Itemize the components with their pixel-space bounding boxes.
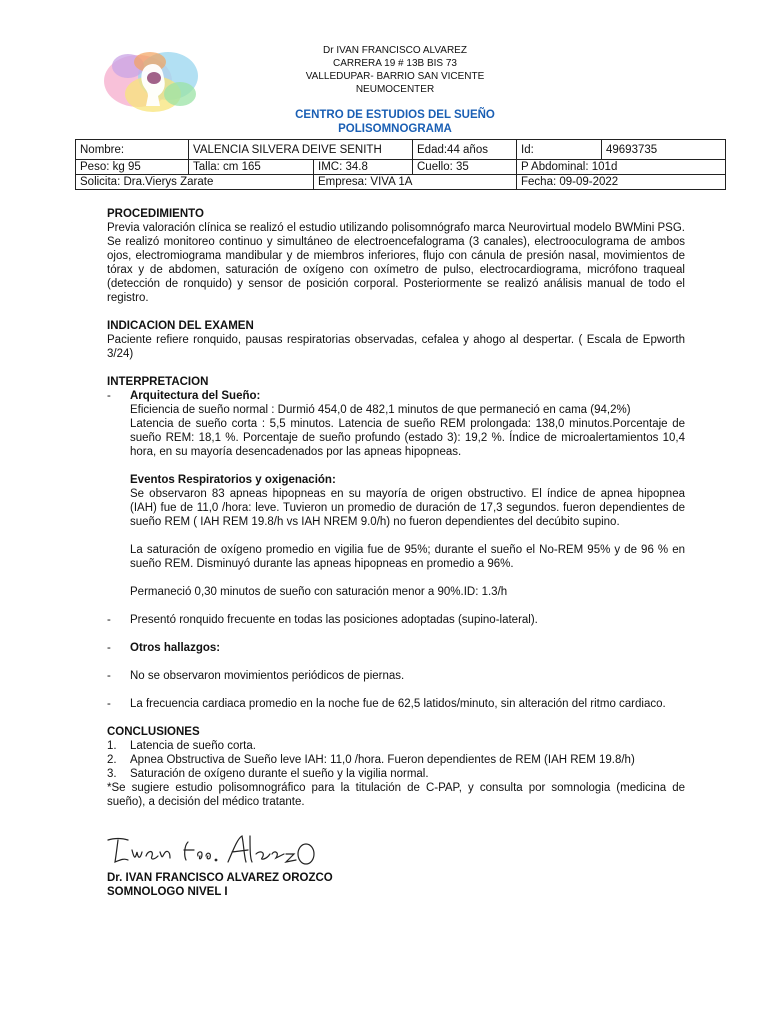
list-item: [107, 753, 685, 767]
cell-fecha: Fecha: 09-09-2022: [517, 175, 726, 190]
cell-imc: IMC: 34.8: [314, 160, 413, 175]
report-body: [107, 207, 685, 809]
doctor-name: Dr. IVAN FRANCISCO ALVAREZ OROZCO: [107, 872, 333, 884]
title-line-2: POLISOMNOGRAMA: [338, 123, 452, 135]
doctor-signature-block: [107, 871, 333, 899]
title-line-1: CENTRO DE ESTUDIOS DEL SUEÑO: [295, 109, 495, 121]
table-row: [76, 140, 726, 160]
bullet-dash: -: [107, 390, 111, 402]
indicacion-text: Paciente refiere ronquido, pausas respiratorias observadas, cefalea y ahogo al despertar. ( Escala de Epworth 3/24): [107, 334, 685, 360]
cell-nombre-value: VALENCIA SILVERA DEIVE SENITH: [189, 140, 413, 160]
eventos-block: [107, 473, 685, 599]
header-line: NEUMOCENTER: [355, 84, 435, 95]
item-text: Apnea Obstructiva de Sueño leve IAH: 11,0 /hora. Fueron dependientes de REM (IAH REM 19.8/h): [130, 754, 635, 766]
list-item: [107, 641, 685, 655]
handwritten-signature: [104, 828, 324, 872]
section-heading-conclusiones: CONCLUSIONES: [107, 726, 200, 738]
header-line: VALLEDUPAR- BARRIO SAN VICENTE: [305, 71, 485, 82]
bullet-dash: -: [107, 670, 111, 682]
item-text: Saturación de oxígeno durante el sueño y la vigilia normal.: [130, 768, 429, 780]
header-line: Dr IVAN FRANCISCO ALVAREZ: [323, 45, 467, 56]
section-heading-indicacion: INDICACION DEL EXAMEN: [107, 320, 254, 332]
cell-edad: Edad:44 años: [413, 140, 517, 160]
procedimiento-text: Previa valoración clínica se realizó el estudio utilizando polisomnógrafo marca Neurovirtual modelo BWMini PSG. Se realizó monitoreo continuo y simultáneo de electroencefalograma (3 canales), electrooculograma de ambos ojos, electromiograma mandibular y de miembros inferiores, flujo con cánula de presión nasal, movimientos de tórax y de abdomen, saturación de oxígeno con oxímetro de pulso, electrocardiograma, micrófono traqueal (detección de ronquido) y sensor de posición corporal. Posteriormente se realizó análisis manual de todo el registro.: [107, 222, 685, 304]
cell-id-label: Id:: [517, 140, 602, 160]
clinic-header: [250, 44, 540, 96]
table-row: [76, 160, 726, 175]
document-title: [200, 108, 590, 136]
eventos-paragraph-2: La saturación de oxígeno promedio en vigilia fue de 95%; durante el sueño el No-REM 95% y de 96 % en sueño REM. Disminuyó durante las apneas hipopneas en promedio a 96%.: [130, 544, 685, 570]
bullet-dash: -: [107, 642, 111, 654]
section-heading-interpretacion: INTERPRETACION: [107, 376, 209, 388]
cell-talla: Talla: cm 165: [189, 160, 314, 175]
piernas-text: No se observaron movimientos periódicos de piernas.: [130, 670, 405, 682]
cell-peso: Peso: kg 95: [76, 160, 189, 175]
item-number: 3.: [107, 768, 117, 780]
arquitectura-title: Arquitectura del Sueño:: [130, 390, 261, 402]
list-item: [107, 389, 685, 459]
cell-id-value: 49693735: [602, 140, 726, 160]
table-row: [76, 175, 726, 190]
arquitectura-line-2: Latencia de sueño corta : 5,5 minutos. Latencia de sueño REM prolongada: 138,0 minutos.Porcentaje de sueño REM: 18,1 %. Porcentaje de sueño profundo (estado 3): 19,2 %. Índice de microalertamientos 10,4 hora, en su mayoría desencadenados por las apneas hipopneas.: [130, 418, 685, 458]
list-item: [107, 669, 685, 683]
patient-info-table: [75, 139, 726, 190]
eventos-paragraph-3: Permaneció 0,30 minutos de sueño con saturación menor a 90%.ID: 1.3/h: [130, 586, 508, 598]
conclusiones-list: [107, 739, 685, 781]
bullet-dash: -: [107, 614, 111, 626]
frecuencia-text: La frecuencia cardiaca promedio en la noche fue de 62,5 latidos/minuto, sin alteración del ritmo cardiaco.: [130, 698, 666, 710]
list-item: [107, 767, 685, 781]
list-item: [107, 697, 685, 711]
cell-nombre-label: Nombre:: [76, 140, 189, 160]
header-line: CARRERA 19 # 13B BIS 73: [333, 58, 457, 69]
list-item: [107, 613, 685, 627]
cell-solicita: Solicita: Dra.Vierys Zarate: [76, 175, 314, 190]
cell-cuello: Cuello: 35: [413, 160, 517, 175]
item-number: 1.: [107, 740, 117, 752]
ronquido-text: Presentó ronquido frecuente en todas las posiciones adoptadas (supino-lateral).: [130, 614, 538, 626]
arquitectura-line-1: Eficiencia de sueño normal : Durmió 454,0 de 482,1 minutos de que permaneció en cama (94,2%): [130, 404, 631, 416]
item-text: Latencia de sueño corta.: [130, 740, 256, 752]
list-item: [107, 739, 685, 753]
doctor-role: SOMNOLOGO NIVEL I: [107, 886, 228, 898]
clinic-logo: [98, 36, 208, 126]
cell-abdominal: P Abdominal: 101d: [517, 160, 726, 175]
eventos-paragraph-1: Se observaron 83 apneas hipopneas en su mayoría de origen obstructivo. El índice de apnea hipopnea (IAH) fue de 11,0 /hora: leve. Tuvieron un promedio de duración de 17,3 segundos. fueron dependientes de sueño REM ( IAH REM 19.8/h vs IAH NREM 9.0/h) no fueron dependientes del decúbito supino.: [130, 488, 685, 528]
otros-title: Otros hallazgos:: [130, 642, 221, 654]
section-heading-procedimiento: PROCEDIMIENTO: [107, 208, 204, 220]
eventos-title: Eventos Respiratorios y oxigenación:: [130, 474, 336, 486]
conclusiones-note: *Se sugiere estudio polisomnográfico para la titulación de C-PAP, y consulta por somnologia (medicina de sueño), a decisión del médico tratante.: [107, 782, 685, 808]
cell-empresa: Empresa: VIVA 1A: [314, 175, 517, 190]
bullet-dash: -: [107, 698, 111, 710]
item-number: 2.: [107, 754, 117, 766]
